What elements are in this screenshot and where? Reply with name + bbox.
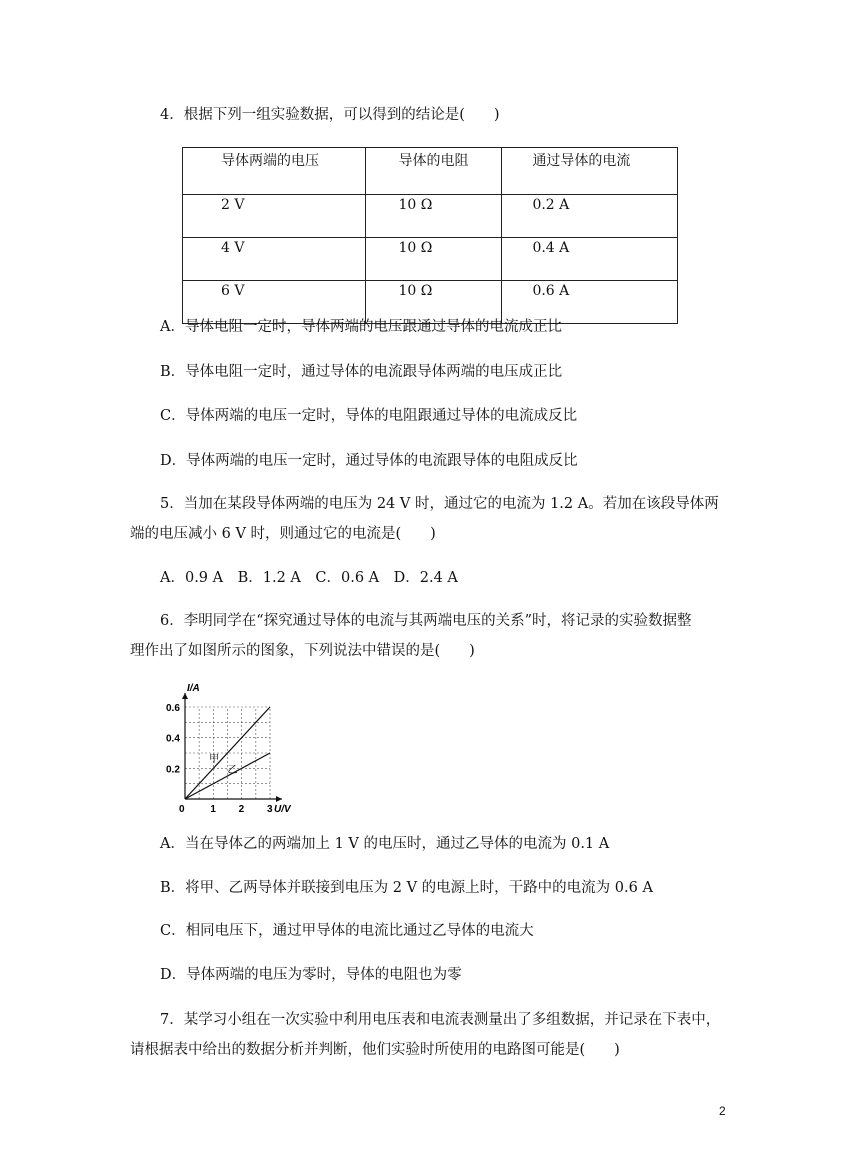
x-tick-label: 1 — [210, 804, 216, 812]
x-axis-title: U/V — [274, 804, 291, 812]
q4-option-d: D．导体两端的电压一定时，通过导体的电流跟导体的电阻成反比 — [160, 453, 578, 469]
table-cell: 0.2 A — [502, 195, 678, 238]
table-cell: 6 V — [183, 281, 366, 324]
q6-option-b: B．将甲、乙两导体并联接到电压为 2 V 的电源上时，干路中的电流为 0.6 A — [160, 880, 653, 896]
x-axis-arrow-icon — [276, 796, 282, 802]
table-cell: 10 Ω — [366, 238, 502, 281]
q7-stem-line1: 7．某学习小组在一次实验中利用电压表和电流表测量出了多组数据，并记录在下表中， — [160, 1012, 721, 1028]
y-axis-title: I/A — [187, 683, 200, 694]
series-line-yi — [185, 753, 270, 799]
y-tick-label: 0.4 — [166, 733, 180, 745]
series-label: 甲 — [209, 754, 220, 766]
x-tick-label: 2 — [238, 804, 245, 812]
table-cell: 10 Ω — [366, 281, 502, 324]
page-number: 2 — [719, 1104, 726, 1118]
table-cell: 0.4 A — [502, 238, 678, 281]
q6-stem-line1: 6．李明同学在“探究通过导体的电流与其两端电压的关系”时，将记录的实验数据整 — [160, 613, 692, 629]
table-row — [183, 238, 678, 281]
table-header-cell: 导体两端的电压 — [183, 148, 366, 195]
q7-stem-line2: 请根据表中给出的数据分析并判断，他们实验时所使用的电路图可能是( ) — [130, 1042, 620, 1058]
q4-data-table — [182, 147, 678, 324]
q6-option-a: A．当在导体乙的两端加上 1 V 的电压时，通过乙导体的电流为 0.1 A — [160, 836, 610, 852]
q5-stem-line2: 端的电压减小 6 V 时，则通过它的电流是( ) — [130, 526, 436, 542]
q6-option-c: C．相同电压下，通过甲导体的电流比通过乙导体的电流大 — [160, 923, 534, 939]
q6-option-d: D．导体两端的电压为零时，导体的电阻也为零 — [160, 967, 462, 983]
table-cell: 2 V — [183, 195, 366, 238]
q6-stem-line2: 理作出了如图所示的图象，下列说法中错误的是( ) — [130, 643, 475, 659]
table-header-row — [183, 148, 678, 195]
x-tick-label: 3 — [267, 804, 273, 812]
x-tick-label: 0 — [179, 804, 185, 812]
table-row — [183, 195, 678, 238]
q6-iu-graph — [150, 682, 320, 812]
q5-stem-line1: 5．当加在某段导体两端的电压为 24 V 时，通过它的电流为 1.2 A。若加在该段导体两 — [160, 496, 719, 512]
series-label: 乙 — [227, 764, 238, 776]
table-header-cell: 通过导体的电流 — [502, 148, 678, 195]
q4-option-b: B．导体电阻一定时，通过导体的电流跟导体两端的电压成正比 — [160, 364, 563, 380]
y-tick-label: 0.6 — [166, 703, 180, 714]
table-cell: 4 V — [183, 238, 366, 281]
y-tick-label: 0.2 — [166, 764, 180, 776]
q4-stem: 4．根据下列一组实验数据，可以得到的结论是( ) — [160, 107, 500, 123]
table-cell: 10 Ω — [366, 195, 502, 238]
q4-option-a: A．导体电阻一定时，导体两端的电压跟通过导体的电流成正比 — [160, 319, 562, 335]
table-header-cell: 导体的电阻 — [366, 148, 502, 195]
table-cell: 0.6 A — [502, 281, 678, 324]
q4-option-c: C．导体两端的电压一定时，导体的电阻跟通过导体的电流成反比 — [160, 408, 578, 424]
q5-options: A．0.9 A B．1.2 A C．0.6 A D．2.4 A — [160, 570, 458, 586]
